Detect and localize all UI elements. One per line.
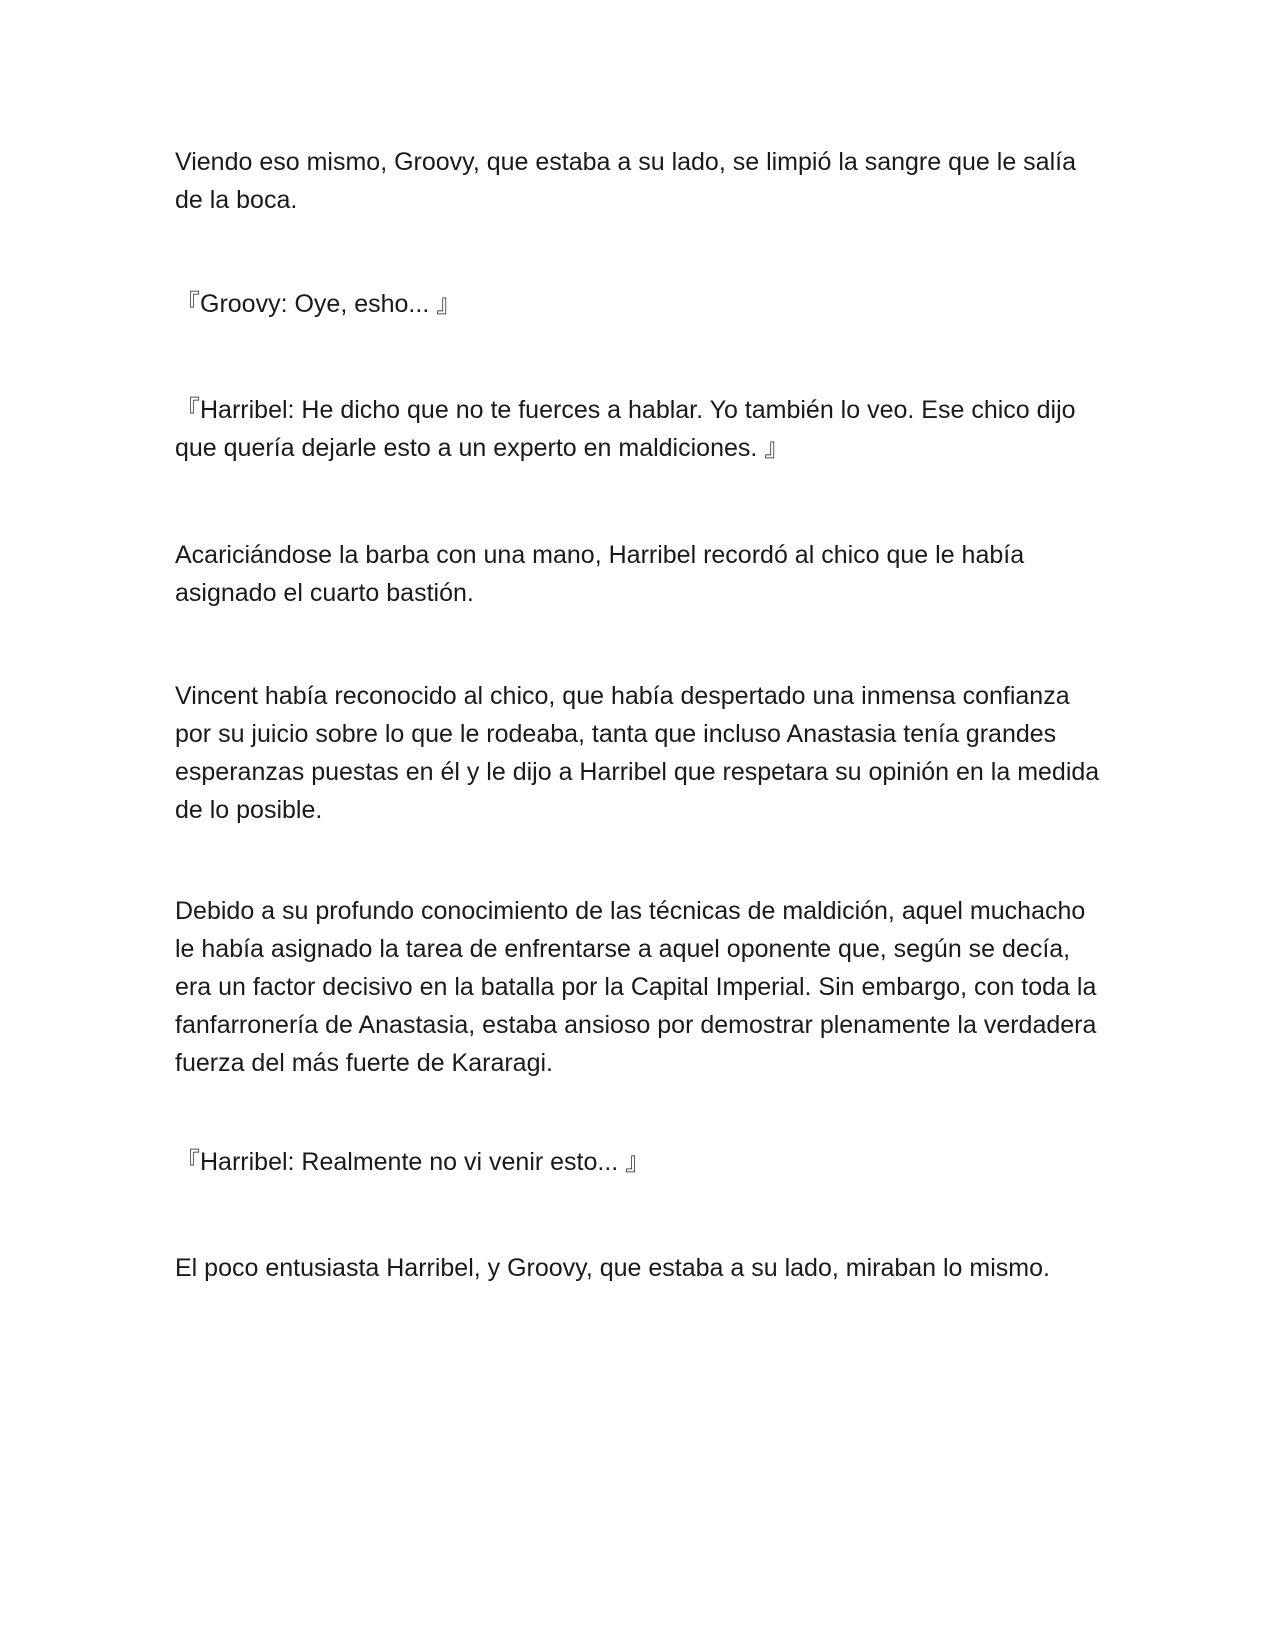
paragraph-vincent-recognized: Vincent había reconocido al chico, que había despertado una inmensa confianza por su juicio sobre lo que le rodeaba, tanta que incluso Anastasia tenía grandes esperanzas puestas en él y le dijo a Harribel que respetara su opinión en la medida de lo posible.: [175, 682, 1100, 824]
dialogue-harribel-surprise: 『Harribel: Realmente no vi venir esto... 』: [175, 1148, 651, 1176]
dialogue-harribel-expert: 『Harribel: He dicho que no te fuerces a hablar. Yo también lo veo. Ese chico dijo que quería dejarle esto a un experto en maldiciones. 』: [175, 396, 1076, 462]
paragraph-groovy-wipes-blood: Viendo eso mismo, Groovy, que estaba a su lado, se limpió la sangre que le salía de la boca.: [175, 148, 1076, 214]
paragraph-curse-techniques: Debido a su profundo conocimiento de las técnicas de maldición, aquel muchacho le había asignado la tarea de enfrentarse a aquel oponente que, según se decía, era un factor decisivo en la batalla por la Capital Imperial. Sin embargo, con toda la fanfarronería de Anastasia, estaba ansioso por demostrar plenamente la verdadera fuerza del más fuerte de Kararagi.: [175, 897, 1097, 1077]
paragraph-watching-same: El poco entusiasta Harribel, y Groovy, que estaba a su lado, miraban lo mismo.: [175, 1254, 1050, 1282]
paragraph-harribel-remembers: Acariciándose la barba con una mano, Harribel recordó al chico que le había asignado el cuarto bastión.: [175, 541, 1025, 607]
dialogue-groovy: 『Groovy: Oye, esho... 』: [175, 290, 462, 318]
